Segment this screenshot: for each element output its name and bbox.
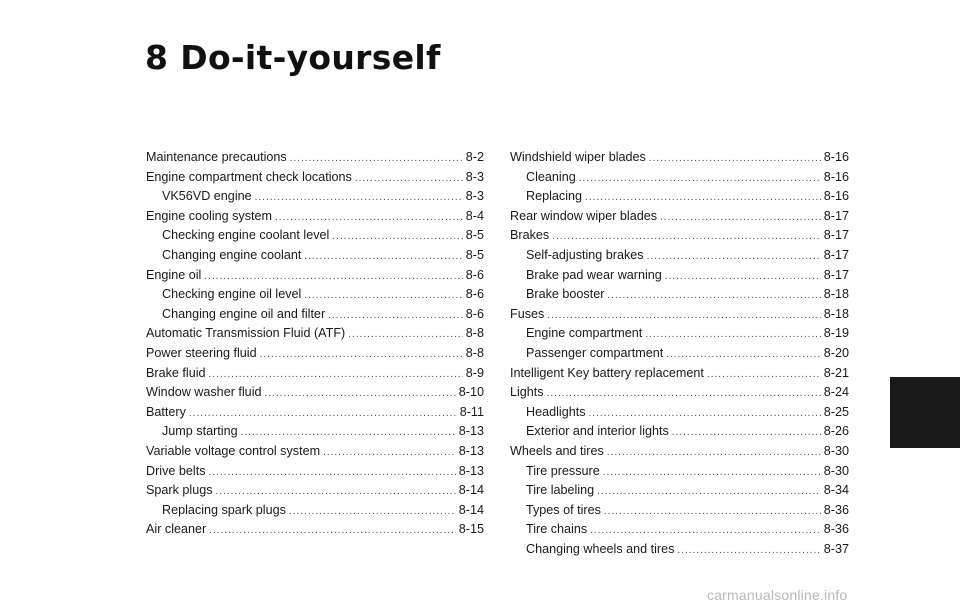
toc-entry-label: Air cleaner	[146, 522, 207, 537]
toc-page-number: 8-26	[823, 424, 849, 439]
toc-leader-dots	[348, 325, 463, 345]
toc-page-number: 8-13	[458, 443, 484, 458]
toc-leader-dots	[209, 521, 456, 541]
toc-page-number: 8-6	[465, 287, 484, 302]
toc-entry-label: Maintenance precautions	[146, 150, 287, 164]
toc-subentry[interactable]	[146, 285, 484, 305]
toc-entry-label: Exterior and interior lights	[526, 424, 669, 439]
toc-leader-dots	[707, 365, 821, 385]
toc-entry[interactable]	[146, 462, 484, 482]
toc-leader-dots	[547, 306, 820, 326]
toc-leader-dots	[323, 443, 456, 463]
toc-page-number: 8-30	[823, 443, 849, 458]
chapter-number: 8	[145, 38, 169, 77]
toc-subentry[interactable]	[510, 540, 849, 560]
toc-entry-label: Changing wheels and tires	[526, 541, 675, 556]
toc-page-number: 8-3	[465, 169, 484, 184]
toc-leader-dots	[255, 188, 463, 208]
toc-leader-dots	[290, 149, 463, 169]
toc-leader-dots	[607, 286, 820, 306]
toc-entry[interactable]	[146, 403, 484, 423]
toc-leader-dots	[260, 345, 463, 365]
toc-subentry[interactable]	[146, 305, 484, 325]
chapter-title	[145, 38, 441, 77]
toc-leader-dots	[189, 404, 457, 424]
toc-page-number: 8-17	[823, 247, 849, 262]
toc-leader-dots	[304, 286, 462, 306]
toc-entry[interactable]	[510, 207, 849, 227]
toc-entry[interactable]	[146, 520, 484, 540]
toc-left-column	[146, 148, 484, 540]
toc-page-number: 8-11	[459, 404, 484, 419]
toc-page-number: 8-8	[465, 326, 484, 341]
toc-entry-label: Replacing spark plugs	[162, 502, 286, 517]
toc-entry[interactable]	[510, 148, 849, 168]
toc-page-number: 8-17	[823, 208, 849, 223]
toc-entry-label: Tire labeling	[526, 483, 595, 498]
toc-page-number: 8-4	[465, 208, 484, 223]
toc-subentry[interactable]	[510, 403, 849, 423]
toc-leader-dots	[547, 384, 821, 404]
toc-entry-label: Brake pad wear warning	[526, 267, 662, 282]
toc-leader-dots	[647, 247, 821, 267]
toc-page-number: 8-37	[823, 541, 849, 556]
toc-leader-dots	[209, 365, 463, 385]
toc-entry[interactable]	[146, 481, 484, 501]
toc-entry[interactable]	[146, 383, 484, 403]
toc-subentry[interactable]	[510, 520, 849, 540]
toc-entry-label: Tire chains	[526, 522, 588, 537]
toc-entry-label: Types of tires	[526, 502, 601, 517]
toc-leader-dots	[216, 482, 456, 502]
toc-page-number: 8-34	[823, 483, 849, 498]
toc-leader-dots	[332, 227, 462, 247]
toc-leader-dots	[585, 188, 821, 208]
toc-entry-label: Brake booster	[526, 287, 605, 302]
toc-entry-label: Brakes	[510, 228, 550, 243]
toc-page-number: 8-3	[465, 189, 484, 204]
toc-subentry[interactable]	[510, 481, 849, 501]
toc-entry[interactable]	[510, 442, 849, 462]
toc-page-number: 8-20	[823, 345, 849, 360]
toc-leader-dots	[552, 227, 821, 247]
toc-leader-dots	[328, 306, 463, 326]
toc-subentry[interactable]	[510, 422, 849, 442]
toc-subentry[interactable]	[510, 187, 849, 207]
toc-entry[interactable]	[146, 148, 484, 168]
toc-page-number: 8-8	[465, 345, 484, 360]
toc-leader-dots	[265, 384, 456, 404]
toc-page-number: 8-15	[458, 522, 484, 537]
toc-page-number: 8-18	[823, 287, 849, 302]
toc-entry[interactable]	[146, 364, 484, 384]
toc-subentry[interactable]	[510, 324, 849, 344]
toc-entry-label: Engine compartment check locations	[146, 169, 352, 184]
toc-subentry[interactable]	[510, 462, 849, 482]
toc-entry[interactable]	[146, 266, 484, 286]
toc-entry-label: Drive belts	[146, 463, 206, 478]
toc-leader-dots	[355, 169, 463, 189]
toc-entry-label: Intelligent Key battery replacement	[510, 365, 704, 380]
toc-page-number: 8-13	[458, 424, 484, 439]
toc-leader-dots	[209, 463, 456, 483]
toc-subentry[interactable]	[510, 285, 849, 305]
toc-subentry[interactable]	[510, 168, 849, 188]
toc-entry[interactable]	[510, 364, 849, 384]
toc-page-number: 8-14	[458, 483, 484, 498]
toc-leader-dots	[597, 482, 821, 502]
toc-entry-label: Tire pressure	[526, 463, 600, 478]
toc-page-number: 8-16	[823, 150, 849, 164]
toc-leader-dots	[590, 521, 821, 541]
toc-entry-label: Spark plugs	[146, 483, 213, 498]
toc-page-number: 8-17	[823, 228, 849, 243]
toc-entry-label: Engine compartment	[526, 326, 643, 341]
toc-entry-label: Variable voltage control system	[146, 443, 321, 458]
toc-leader-dots	[666, 345, 821, 365]
toc-page-number: 8-2	[465, 150, 484, 164]
toc-subentry[interactable]	[510, 266, 849, 286]
toc-entry[interactable]	[146, 442, 484, 462]
toc-leader-dots	[665, 267, 821, 287]
toc-entry-label: Checking engine oil level	[162, 287, 302, 302]
toc-entry[interactable]	[510, 305, 849, 325]
toc-page-number: 8-21	[823, 365, 849, 380]
toc-page-number: 8-6	[465, 306, 484, 321]
toc-entry[interactable]	[146, 344, 484, 364]
toc-entry-label: Lights	[510, 385, 544, 400]
toc-page-number: 8-25	[823, 404, 849, 419]
toc-entry-label: Window washer fluid	[146, 385, 262, 400]
toc-leader-dots	[289, 502, 456, 522]
toc-leader-dots	[649, 149, 821, 169]
toc-page-number: 8-5	[465, 228, 484, 243]
toc-subentry[interactable]	[510, 501, 849, 521]
watermark: carmanualsonline.info	[707, 587, 848, 603]
toc-page-number: 8-13	[458, 463, 484, 478]
toc-entry[interactable]	[510, 383, 849, 403]
toc-leader-dots	[275, 208, 463, 228]
toc-entry-label: Headlights	[526, 404, 586, 419]
toc-leader-dots	[579, 169, 821, 189]
toc-page-number: 8-36	[823, 502, 849, 517]
toc-page-number: 8-19	[823, 326, 849, 341]
toc-leader-dots	[677, 541, 820, 561]
toc-leader-dots	[589, 404, 821, 424]
toc-leader-dots	[204, 267, 462, 287]
toc-page-number: 8-10	[458, 385, 484, 400]
toc-entry[interactable]	[146, 168, 484, 188]
toc-entry-label: Automatic Transmission Fluid (ATF)	[146, 326, 346, 341]
toc-leader-dots	[241, 423, 456, 443]
toc-leader-dots	[603, 463, 821, 483]
toc-entry[interactable]	[146, 324, 484, 344]
toc-page-number: 8-5	[465, 247, 484, 262]
toc-leader-dots	[672, 423, 821, 443]
toc-subentry[interactable]	[146, 187, 484, 207]
toc-entry-label: Checking engine coolant level	[162, 228, 330, 243]
toc-subentry[interactable]	[146, 501, 484, 521]
toc-entry-label: Wheels and tires	[510, 443, 604, 458]
toc-entry-label: Self-adjusting brakes	[526, 247, 644, 262]
toc-page-number: 8-17	[823, 267, 849, 282]
toc-entry-label: Changing engine coolant	[162, 247, 302, 262]
toc-entry-label: Jump starting	[162, 424, 238, 439]
chapter-tab-marker	[890, 377, 960, 448]
toc-subentry[interactable]	[146, 246, 484, 266]
toc-leader-dots	[304, 247, 462, 267]
toc-entry-label: Rear window wiper blades	[510, 208, 657, 223]
toc-entry-label: VK56VD engine	[162, 189, 252, 204]
toc-subentry[interactable]	[146, 422, 484, 442]
toc-entry-label: Fuses	[510, 306, 545, 321]
chapter-name: Do-it-yourself	[180, 38, 441, 77]
toc-leader-dots	[607, 443, 821, 463]
toc-page-number: 8-36	[823, 522, 849, 537]
toc-subentry[interactable]	[510, 246, 849, 266]
toc-entry-label: Windshield wiper blades	[510, 150, 646, 164]
toc-page-number: 8-24	[823, 385, 849, 400]
toc-entry-label: Cleaning	[526, 169, 576, 184]
toc-entry-label: Passenger compartment	[526, 345, 664, 360]
toc-page-number: 8-30	[823, 463, 849, 478]
toc-leader-dots	[660, 208, 821, 228]
toc-right-column	[510, 148, 849, 559]
toc-leader-dots	[604, 502, 821, 522]
toc-page-number: 8-16	[823, 169, 849, 184]
toc-entry-label: Engine cooling system	[146, 208, 273, 223]
toc-page-number: 8-16	[823, 189, 849, 204]
toc-entry-label: Replacing	[526, 189, 583, 204]
toc-entry[interactable]	[146, 207, 484, 227]
toc-subentry[interactable]	[510, 344, 849, 364]
toc-leader-dots	[645, 325, 821, 345]
toc-entry-label: Power steering fluid	[146, 345, 257, 360]
toc-page-number: 8-14	[458, 502, 484, 517]
toc-entry-label: Battery	[146, 404, 186, 419]
toc-page-number: 8-9	[465, 365, 484, 380]
toc-entry-label: Engine oil	[146, 267, 202, 282]
toc-entry-label: Brake fluid	[146, 365, 206, 380]
toc-subentry[interactable]	[146, 226, 484, 246]
toc-entry-label: Changing engine oil and filter	[162, 306, 326, 321]
toc-page-number: 8-6	[465, 267, 484, 282]
toc-page-number: 8-18	[823, 306, 849, 321]
toc-entry[interactable]	[510, 226, 849, 246]
